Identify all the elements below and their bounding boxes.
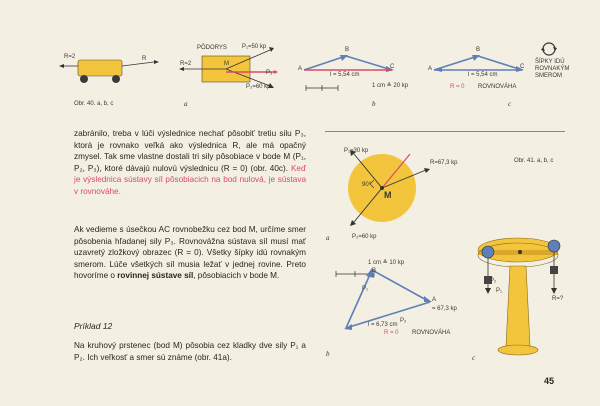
fig40c-point-c: C [520, 64, 525, 70]
paragraph-1 [74, 128, 306, 198]
fig41-caption: Obr. 41. a, b, c [514, 158, 554, 164]
fig40c-legend: ŠÍPKY IDÚ ROVNAKÝM SMEROM [535, 59, 570, 79]
fig41b-scale: 1 cm ≙ 10 kp [368, 260, 405, 266]
fig40b-force-triangle [296, 42, 408, 98]
fig41b-point-a: A [432, 297, 437, 303]
fig40a-cart-force-right: R [142, 56, 147, 62]
fig40c-point-b: B [476, 47, 481, 53]
fig41b-force-p2: P₂ [400, 318, 407, 324]
fig40-caption: Obr. 40. a, b, c [74, 101, 114, 107]
fig41c-force-r: R=? [552, 296, 564, 302]
fig41b-equilibrium: ROVNOVÁHA [412, 330, 451, 336]
section-divider [325, 131, 565, 132]
fig40b-length: l = 5,54 cm [330, 72, 360, 78]
fig41-letter-a: a [326, 234, 330, 242]
fig40a-plan-force-left: R=2 [180, 61, 192, 67]
paragraph-1-rule: Keď je výslednica sústavy síl pôsobiacich na bod nulová, je sústava v rovnováhe. [74, 163, 306, 196]
fig41a-force-p2: P₂=60 kp [352, 234, 377, 240]
paragraph-1-text: zabránilo, treba v lúči výslednice nechať pôsobiť tretiu silu P₃, ktorá je rovnako veľká ako výslednica R, ale má opačný zmysel. Tak sme vlastne dostali tri sily pôsobiace v bode M (P₁, P₂, P₃), ktoré dávajú nulovú výslednicu (R = 0) (obr. 40c). [74, 129, 306, 173]
fig40b-point-a: A [298, 66, 303, 72]
fig41c-force-p2: P₂ [490, 278, 497, 284]
page-number: 45 [544, 376, 555, 386]
fig40b-scale: 1 cm ≙ 20 kp [372, 83, 409, 89]
fig40a-plan-force-p1: P₁=50 kp [242, 44, 267, 50]
fig41a-force-p1: P₁=30 kp [344, 148, 369, 154]
paragraph-2-text-b: , pôsobiacich v bode M. [193, 271, 280, 281]
paragraph-3-text: Na kruhový prstenec (bod M) pôsobia cez kladky dve sily P₁ a P₂. Ich veľkosť a smer sú známe (obr. 41a). [74, 341, 306, 362]
fig40a-plan-force-p3: P₃ [266, 70, 273, 76]
fig41-letter-c: c [472, 354, 476, 362]
paragraph-2-text-a: Ak vedieme s úsečkou AC rovnobežku cez bod M, určíme smer pôsobenia hľadanej sily P₃. Rovnovážna sústava síl musí mať uzavretý zložkový obrazec (R = 0). Všetky šípky idú rovnakým smerom. Lúče všetkých síl musia ležať v jednej rovine. Preto hovoríme o [74, 225, 306, 281]
fig40a-plan-force-p2: P₂=60 kp [246, 84, 271, 90]
fig41b-length: l = 6,73 cm [368, 322, 398, 328]
fig40b-point-c: C [390, 64, 395, 70]
fig40a-plan-title: PÔDORYS [197, 45, 227, 51]
fig40c-r-zero: R = 0 [450, 84, 465, 90]
fig41b-force-p1: P₁ [362, 286, 369, 292]
paragraph-3 [74, 340, 306, 363]
fig40-letter-b: b [372, 100, 376, 108]
example-heading: Príklad 12 [74, 321, 113, 331]
fig41b-point-b: B [372, 268, 377, 274]
fig41a-center: M [384, 190, 392, 200]
rotation-arrows-icon [540, 40, 558, 58]
paragraph-2 [74, 224, 306, 282]
fig41c-force-p1: P₁ [496, 288, 503, 294]
fig41b-r-zero: R = 0 [384, 330, 399, 336]
fig40c-length: l = 5,54 cm [468, 72, 498, 78]
fig41-letter-b: b [326, 350, 330, 358]
fig40-letter-a: a [184, 100, 188, 108]
fig41a-force-r: R=67,3 kp [430, 160, 458, 166]
fig40b-point-b: B [345, 47, 350, 53]
fig40-letter-c: c [508, 100, 512, 108]
fig41a-angle: 90° [362, 182, 372, 188]
fig40c-point-a: A [428, 66, 433, 72]
fig40a-cart-force-left: R=2 [64, 54, 76, 60]
paragraph-2-term: rovinnej sústave síl [117, 271, 194, 281]
fig40a-plan-point-m: M [224, 61, 229, 67]
fig41b-value: = 67,3 kp [432, 306, 457, 312]
fig40c-equilibrium: ROVNOVÁHA [478, 84, 517, 90]
